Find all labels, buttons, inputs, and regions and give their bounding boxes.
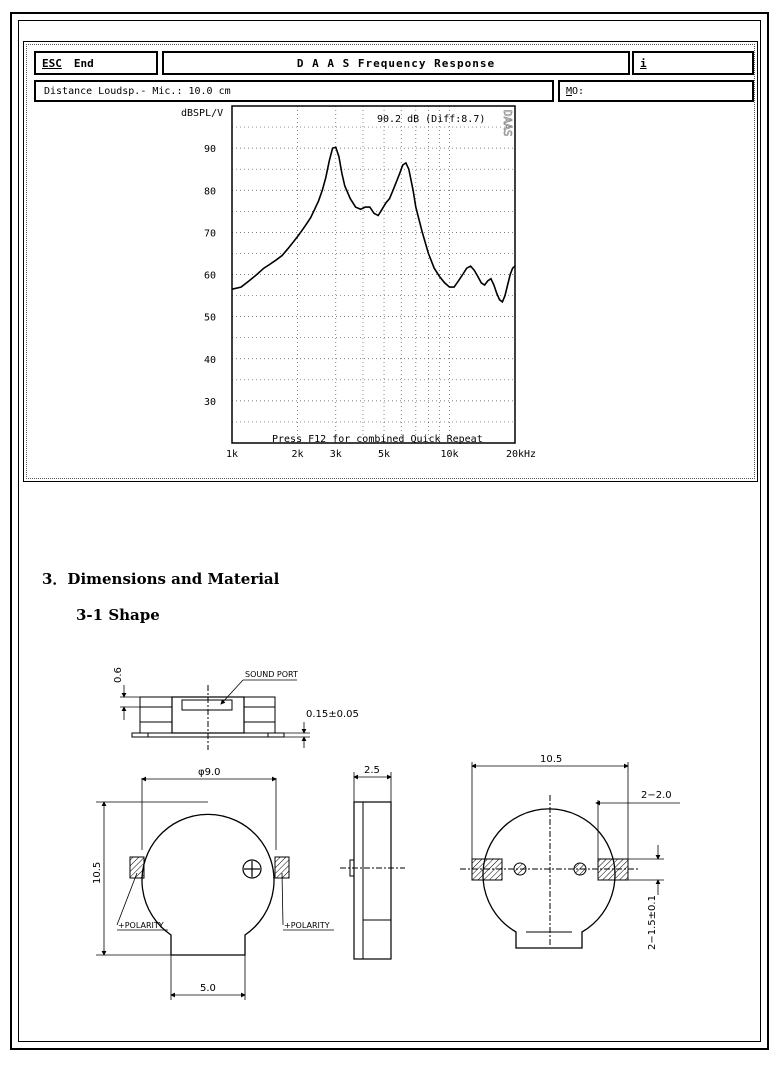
- dim-0-15: 0.15±0.05: [306, 709, 359, 720]
- level-readout: 90.2 dB (Diff:8.7): [377, 114, 486, 125]
- side-view: [113, 667, 359, 750]
- y-tick-label: 90: [203, 144, 216, 156]
- y-tick-label: 60: [203, 270, 216, 282]
- y-axis-label: dBSPL/V: [181, 108, 224, 119]
- thickness-view: [340, 765, 405, 959]
- x-tick-label: 5k: [378, 449, 391, 460]
- dim-10-5-left: 10.5: [92, 861, 103, 884]
- y-tick-label: 30: [203, 396, 216, 408]
- x-tick-label: 20kHz: [505, 449, 537, 460]
- info-button[interactable]: i: [632, 51, 754, 75]
- dim-5-0: 5.0: [200, 983, 216, 994]
- section-heading: 3．Dimensions and Material: [42, 570, 280, 588]
- x-tick-label: 10k: [440, 449, 459, 460]
- bottom-view: [460, 754, 680, 950]
- sub-heading: 3-1 Shape: [76, 606, 160, 624]
- end-label: End: [73, 56, 94, 70]
- dim-2-1-5: 2−1.5±0.1: [647, 895, 658, 950]
- sound-port-label: SOUND PORT: [245, 670, 298, 679]
- y-tick-label: 70: [203, 228, 216, 240]
- window-title: D A A S Frequency Response: [162, 51, 630, 75]
- x-tick-label: 2k: [291, 449, 304, 460]
- polarity-label-left: +POLARITY: [118, 921, 164, 930]
- side-logo-text: DAAS: [501, 110, 514, 137]
- dim-phi-9: φ9.0: [198, 767, 221, 778]
- x-tick-label: 1k: [225, 449, 239, 460]
- dim-2-5: 2.5: [364, 765, 380, 776]
- dim-0-6: 0.6: [113, 667, 124, 683]
- mo-hotkey: M: [566, 85, 573, 97]
- x-tick-label: 3k: [329, 449, 342, 460]
- chart-footer-text: Press F12 for combined Quick Repeat: [272, 434, 483, 445]
- distance-field: Distance Loudsp.- Mic.: 10.0 cm: [34, 80, 554, 102]
- y-tick-label: 80: [203, 186, 216, 198]
- dim-2-2-0: 2−2.0: [641, 790, 672, 801]
- polarity-label-right: +POLARITY: [284, 921, 330, 930]
- front-view: [92, 767, 334, 1000]
- y-tick-label: 50: [203, 312, 216, 324]
- dim-10-5-top: 10.5: [540, 754, 563, 765]
- esc-key-label: ESC: [42, 56, 62, 70]
- y-tick-label: 40: [203, 354, 216, 366]
- mo-label: O:: [572, 85, 585, 97]
